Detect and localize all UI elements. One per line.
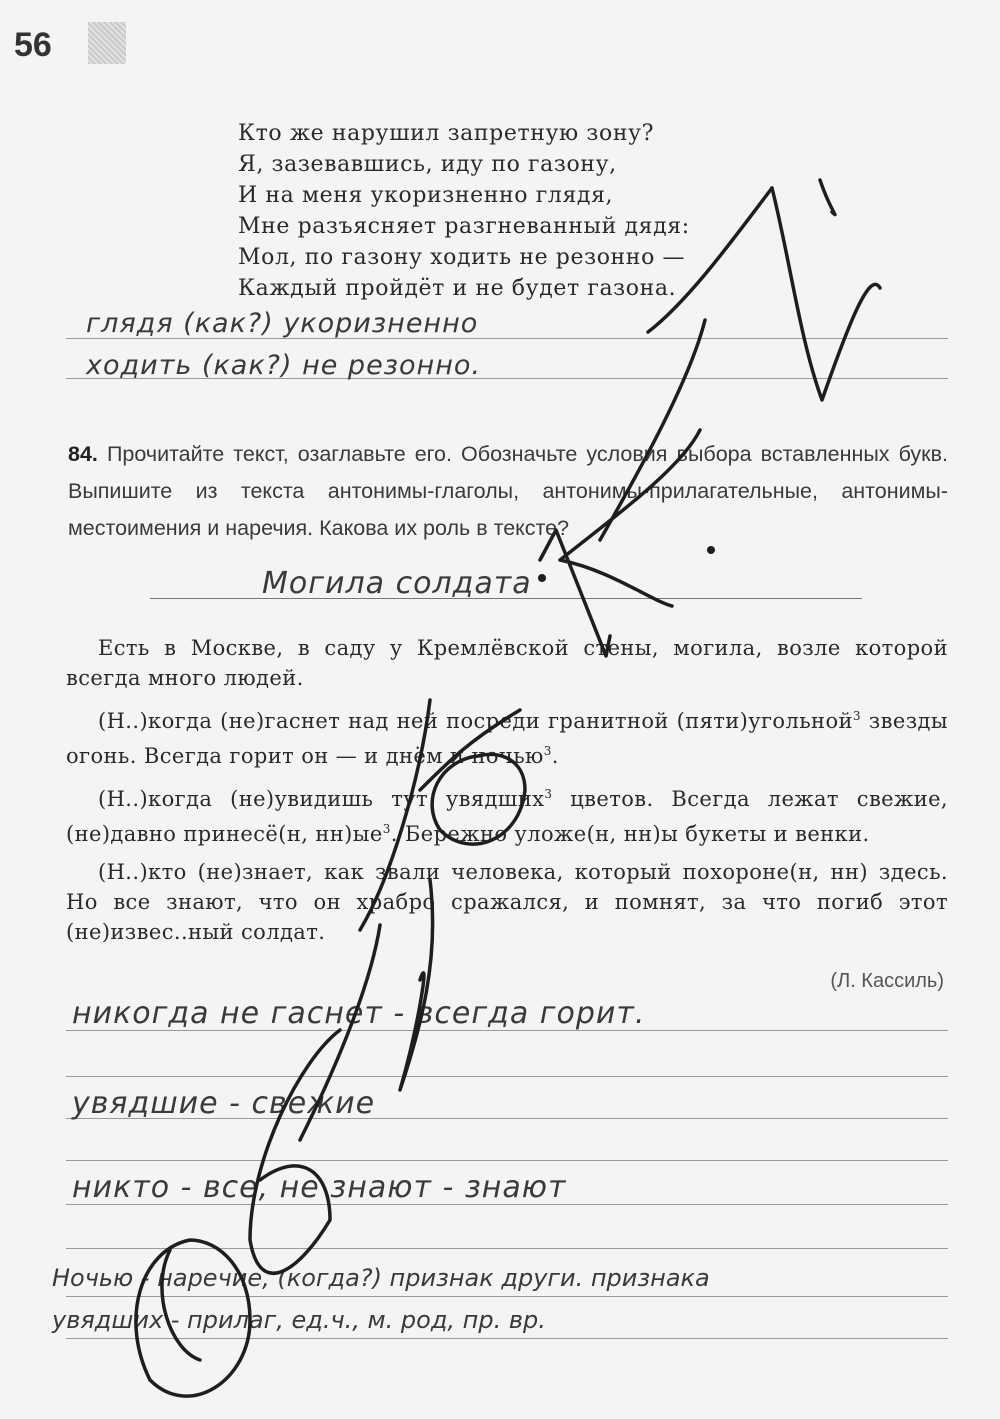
handwritten-answer-line: ходить (как?) не резонно. (86, 350, 481, 381)
handwritten-answer-line: глядя (как?) укоризненно (86, 308, 479, 339)
story-paragraph: Есть в Москве, в саду у Кремлёвской стены, могила, возле которой всегда много людей. (66, 636, 948, 690)
story-paragraph: (Н..)когда (не)гаснет над ней посреди гранитной (пяти)угольной$^3$ звезды огонь. Всегда горит он — и днём и ночью$^3$. (66, 709, 948, 768)
overlay-letter-k-stroke (360, 700, 430, 930)
overlay-letter-s-stroke (250, 1030, 340, 1273)
overlay-letter-k-stroke (420, 710, 520, 790)
poem-line: Я, зазевавшись, иду по газону, (238, 152, 617, 177)
author-credit: (Л. Кассиль) (830, 970, 944, 992)
overlay-letter-k-stroke (600, 320, 705, 540)
story-paragraph: (Н..)когда (не)увидишь тут увядших$^3$ цветов. Всегда лежат свежие, (не)давно принесё(н, $нн)ые^3$. Бережно уложе(н, нн)ы букеты и венки. (66, 787, 949, 846)
overlay-letter-o-stroke (136, 1240, 250, 1396)
overlay-letter-o-stroke (162, 1250, 200, 1360)
handwritten-title: Могила солдата (262, 566, 532, 601)
handwritten-answer-line: увядшие - свежие (72, 1086, 376, 1121)
poem-line: Мол, по газону ходить не резонно — (238, 245, 686, 270)
poem-line: Кто же нарушил запретную зону? (238, 121, 655, 146)
overlay-letter-i-stroke (772, 188, 880, 400)
handwritten-answer-line: никто - все, не знают - знают (72, 1170, 567, 1205)
overlay-letter-i-stroke (648, 188, 772, 332)
overlay-letter-p-stroke (300, 925, 380, 1140)
task-number: 84. (68, 442, 98, 466)
overlay-letter-i-stroke (820, 180, 835, 215)
page-number: 56 (14, 26, 52, 64)
story-paragraph: (Н..)кто (не)знает, как звали человека, который похороне(н, нн) здесь. Но все знают, что он храбро сражался, и помнят, за что погиб этот (не)извес..ный солдат. (66, 860, 948, 944)
poem-line: Каждый пройдёт и не будет газона. (238, 276, 677, 301)
handwritten-answer-line: Ночью - наречие, (когда?) признак други. признака (52, 1264, 710, 1292)
poem-line: И на меня укоризненно глядя, (238, 183, 614, 208)
overlay-letter-o-stroke (432, 754, 525, 844)
overlay-letter-p-stroke (400, 880, 433, 1090)
overlay-letter-k-stroke (560, 430, 700, 606)
handwritten-answer-line: никогда не гаснет - всегда горит. (72, 996, 646, 1031)
overlay-dot (707, 546, 715, 554)
handwritten-answer-line: увядших - прилаг, ед.ч., м. род, пр. вр. (52, 1306, 546, 1334)
task-text: Прочитайте текст, озаглавьте его. Обозначьте условия выбора вставленных букв. Выпишите из текста антонимы-глаголы, антонимы-прилагательные, антонимы-местоимения и наречия. Какова их роль в тексте? (68, 442, 948, 540)
poem-line: Мне разъясняет разгневанный дядя: (238, 214, 690, 239)
overlay-dot (538, 574, 546, 582)
